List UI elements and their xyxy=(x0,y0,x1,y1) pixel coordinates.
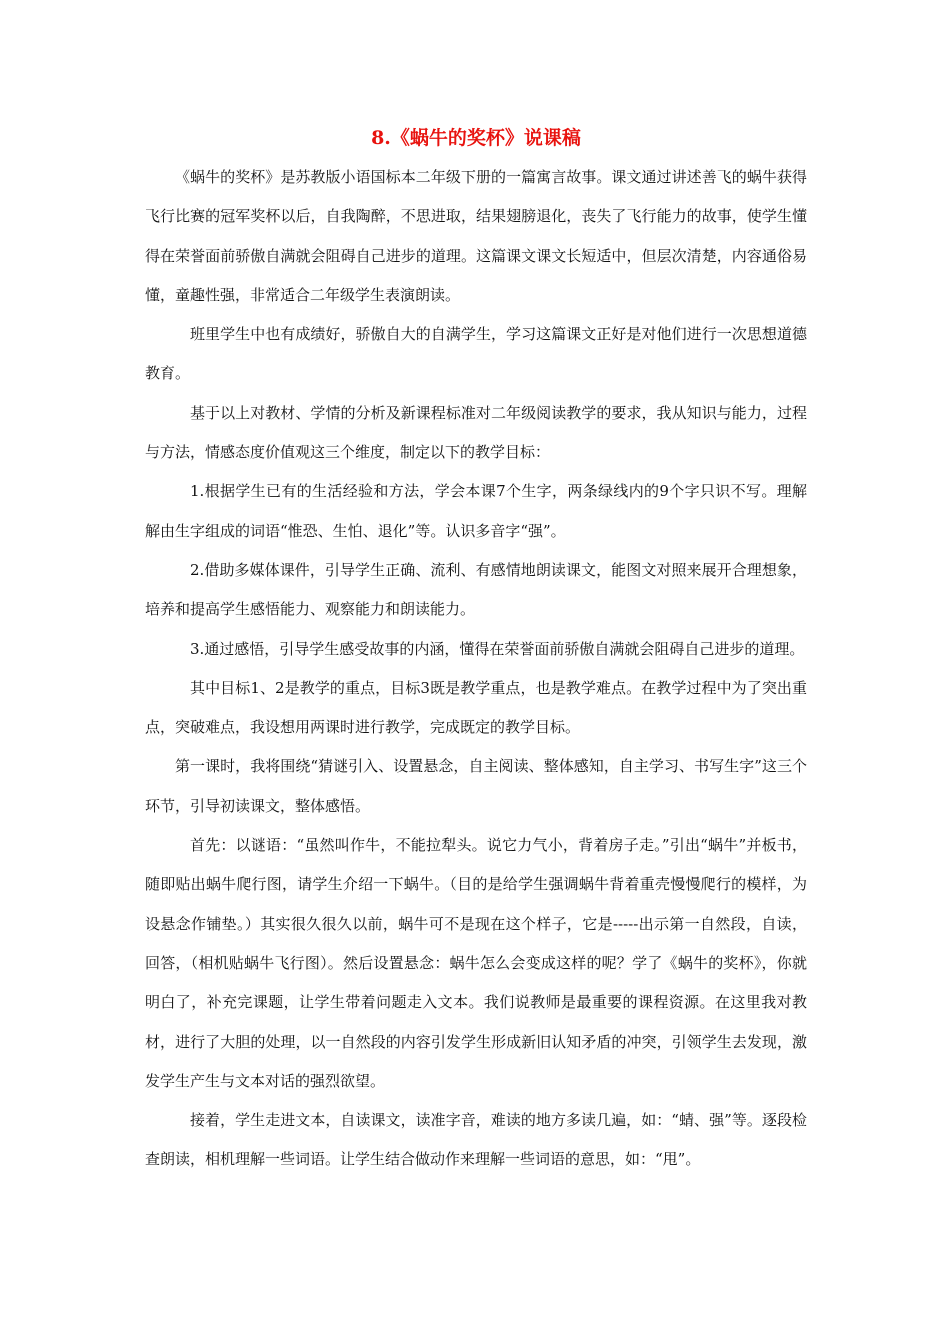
document-title: 8.《蜗牛的奖杯》说课稿 xyxy=(371,127,581,149)
paragraph-first-step: 首先：以谜语：“虽然叫作牛，不能拉犁头。说它力气小，背着房子走。”引出“蜗牛”并板书，随即贴出蜗牛爬行图，请学生介绍一下蜗牛。（目的是给学生强调蜗牛背着重壳慢慢爬行的模样，为设悬念作铺垫。）其实很久很久以前，蜗牛可不是现在这个样子，它是-----出示第一自然段，自读，回答，（相机贴蜗牛飞行图）。然后设置悬念：蜗牛怎么会变成这样的呢？学了《蜗牛的奖杯》，你就明白了，补充完课题，让学生带着问题走入文本。我们说教师是最重要的课程资源。在这里我对教材，进行了大胆的处理，以一自然段的内容引发学生形成新旧认知矛盾的冲突，引领学生去发现，激发学生产生与文本对话的强烈欲望。 xyxy=(145,836,807,1090)
paragraph-first-lesson: 第一课时，我将围绕“猜谜引入、设置悬念，自主阅读、整体感知，自主学习、书写生字”这三个环节，引导初读课文，整体感悟。 xyxy=(145,757,807,815)
paragraph-goal-2: 2.借助多媒体课件，引导学生正确、流利、有感情地朗读课文，能图文对照来展开合理想象，培养和提高学生感悟能力、观察能力和朗读能力。 xyxy=(145,560,807,619)
paragraph-key-points: 其中目标1、2是教学的重点，目标3既是教学重点，也是教学难点。在教学过程中为了突出重点，突破难点，我设想用两课时进行教学，完成既定的教学目标。 xyxy=(145,678,807,737)
paragraph-intro: 《蜗牛的奖杯》是苏教版小语国标本二年级下册的一篇寓言故事。课文通过讲述善飞的蜗牛获得飞行比赛的冠军奖杯以后，自我陶醉，不思进取，结果翅膀退化，丧失了飞行能力的故事，使学生懂得在荣誉面前骄傲自满就会阻碍自己进步的道理。这篇课文课文长短适中，但层次清楚，内容通俗易懂，童趣性强，非常适合二年级学生表演朗读。 xyxy=(145,168,807,304)
document-page xyxy=(145,118,807,1180)
paragraph-goal-1: 1.根据学生已有的生活经验和方法，学会本课7个生字，两条绿线内的9个字只识不写。理解解由生字组成的词语“惟恐、生怕、退化”等。认识多音字“强”。 xyxy=(145,482,807,540)
paragraph-goals-intro: 基于以上对教材、学情的分析及新课程标准对二年级阅读教学的要求，我从知识与能力，过程与方法，情感态度价值观这三个维度，制定以下的教学目标： xyxy=(145,403,807,462)
paragraph-students: 班里学生中也有成绩好，骄傲自大的自满学生，学习这篇课文正好是对他们进行一次思想道德教育。 xyxy=(145,325,807,383)
paragraph-next-step: 接着，学生走进文本，自读课文，读准字音，难读的地方多读几遍，如：“蜻、强”等。逐段检查朗读，相机理解一些词语。让学生结合做动作来理解一些词语的意思，如：“甩”。 xyxy=(145,1111,807,1169)
paragraph-goal-3: 3.通过感悟，引导学生感受故事的内涵，懂得在荣誉面前骄傲自满就会阻碍自己进步的道理。 xyxy=(190,639,805,658)
